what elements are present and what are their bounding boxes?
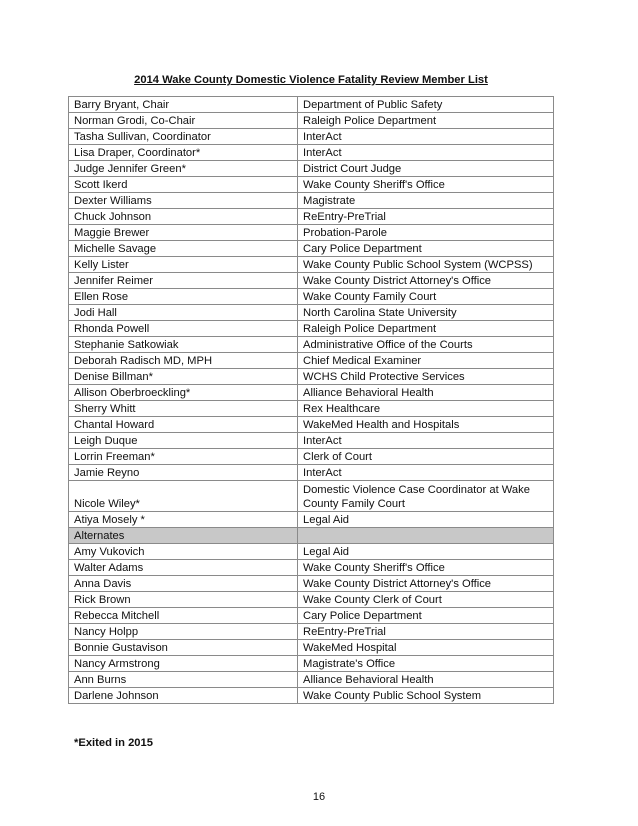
member-organization: Raleigh Police Department — [298, 113, 554, 129]
alternate-name: Darlene Johnson — [69, 688, 298, 704]
member-name: Judge Jennifer Green* — [69, 161, 298, 177]
member-organization: InterAct — [298, 129, 554, 145]
alternate-organization: WakeMed Hospital — [298, 640, 554, 656]
member-name: Jennifer Reimer — [69, 273, 298, 289]
member-name: Deborah Radisch MD, MPH — [69, 353, 298, 369]
table-row — [69, 656, 554, 672]
table-row — [69, 369, 554, 385]
alternate-organization: Wake County Public School System — [298, 688, 554, 704]
alternate-name: Bonnie Gustavison — [69, 640, 298, 656]
member-organization: WCHS Child Protective Services — [298, 369, 554, 385]
member-organization: ReEntry-PreTrial — [298, 209, 554, 225]
member-organization: InterAct — [298, 433, 554, 449]
member-table — [68, 96, 554, 704]
member-organization: Cary Police Department — [298, 241, 554, 257]
member-name: Denise Billman* — [69, 369, 298, 385]
table-row — [69, 417, 554, 433]
member-name: Ellen Rose — [69, 289, 298, 305]
member-organization: North Carolina State University — [298, 305, 554, 321]
member-organization: WakeMed Health and Hospitals — [298, 417, 554, 433]
table-row — [69, 624, 554, 640]
table-row — [69, 145, 554, 161]
member-rows — [69, 97, 554, 704]
table-row — [69, 640, 554, 656]
table-row — [69, 193, 554, 209]
alternates-heading-blank — [298, 528, 554, 544]
table-row — [69, 576, 554, 592]
member-organization: InterAct — [298, 145, 554, 161]
member-organization: Magistrate — [298, 193, 554, 209]
table-row — [69, 401, 554, 417]
member-name: Nicole Wiley* — [69, 481, 298, 512]
alternate-name: Ann Burns — [69, 672, 298, 688]
member-organization: Domestic Violence Case Coordinator at Wake County Family Court — [298, 481, 554, 512]
member-organization: Department of Public Safety — [298, 97, 554, 113]
member-name: Maggie Brewer — [69, 225, 298, 241]
member-organization: Legal Aid — [298, 512, 554, 528]
document-title: 2014 Wake County Domestic Violence Fatality Review Member List — [134, 74, 488, 86]
alternate-organization: Magistrate's Office — [298, 656, 554, 672]
member-name: Michelle Savage — [69, 241, 298, 257]
table-row — [69, 688, 554, 704]
member-name: Lisa Draper, Coordinator* — [69, 145, 298, 161]
member-name: Rhonda Powell — [69, 321, 298, 337]
member-organization: Chief Medical Examiner — [298, 353, 554, 369]
alternate-organization: ReEntry-PreTrial — [298, 624, 554, 640]
alternate-name: Walter Adams — [69, 560, 298, 576]
member-name: Chuck Johnson — [69, 209, 298, 225]
table-row — [69, 608, 554, 624]
alternate-organization: Cary Police Department — [298, 608, 554, 624]
member-organization: Wake County Family Court — [298, 289, 554, 305]
alternate-organization: Alliance Behavioral Health — [298, 672, 554, 688]
member-name: Chantal Howard — [69, 417, 298, 433]
member-name: Leigh Duque — [69, 433, 298, 449]
member-name: Stephanie Satkowiak — [69, 337, 298, 353]
alternate-name: Rick Brown — [69, 592, 298, 608]
table-row — [69, 337, 554, 353]
alternate-organization: Legal Aid — [298, 544, 554, 560]
table-row — [69, 257, 554, 273]
table-row — [69, 225, 554, 241]
member-name: Allison Oberbroeckling* — [69, 385, 298, 401]
alternates-section-header — [69, 528, 554, 544]
table-row — [69, 177, 554, 193]
member-organization: Wake County Public School System (WCPSS) — [298, 257, 554, 273]
member-organization: Administrative Office of the Courts — [298, 337, 554, 353]
table-row — [69, 433, 554, 449]
alternate-organization: Wake County District Attorney's Office — [298, 576, 554, 592]
member-name: Barry Bryant, Chair — [69, 97, 298, 113]
table-row — [69, 113, 554, 129]
table-row — [69, 321, 554, 337]
table-row — [69, 161, 554, 177]
member-name: Jodi Hall — [69, 305, 298, 321]
table-row — [69, 353, 554, 369]
alternate-name: Nancy Armstrong — [69, 656, 298, 672]
alternate-name: Nancy Holpp — [69, 624, 298, 640]
member-organization: InterAct — [298, 465, 554, 481]
member-name: Sherry Whitt — [69, 401, 298, 417]
table-row — [69, 305, 554, 321]
table-row — [69, 241, 554, 257]
table-row — [69, 209, 554, 225]
alternates-heading: Alternates — [69, 528, 298, 544]
alternate-organization: Wake County Sheriff's Office — [298, 560, 554, 576]
table-row — [69, 289, 554, 305]
table-row — [69, 97, 554, 113]
table-row — [69, 129, 554, 145]
member-name: Norman Grodi, Co-Chair — [69, 113, 298, 129]
footnote: *Exited in 2015 — [74, 737, 153, 749]
member-name: Dexter Williams — [69, 193, 298, 209]
alternate-name: Amy Vukovich — [69, 544, 298, 560]
alternate-name: Anna Davis — [69, 576, 298, 592]
member-organization: Clerk of Court — [298, 449, 554, 465]
table-row — [69, 385, 554, 401]
member-name: Atiya Mosely * — [69, 512, 298, 528]
member-organization: District Court Judge — [298, 161, 554, 177]
member-name: Kelly Lister — [69, 257, 298, 273]
table-row — [69, 560, 554, 576]
member-name: Scott Ikerd — [69, 177, 298, 193]
member-name: Tasha Sullivan, Coordinator — [69, 129, 298, 145]
member-organization: Wake County District Attorney's Office — [298, 273, 554, 289]
member-organization: Probation-Parole — [298, 225, 554, 241]
member-organization: Wake County Sheriff's Office — [298, 177, 554, 193]
table-row — [69, 465, 554, 481]
table-row — [69, 512, 554, 528]
alternate-organization: Wake County Clerk of Court — [298, 592, 554, 608]
member-name: Jamie Reyno — [69, 465, 298, 481]
page-number: 16 — [312, 791, 326, 803]
member-organization: Raleigh Police Department — [298, 321, 554, 337]
table-row — [69, 481, 554, 512]
alternate-name: Rebecca Mitchell — [69, 608, 298, 624]
table-row — [69, 672, 554, 688]
member-organization: Alliance Behavioral Health — [298, 385, 554, 401]
member-organization: Rex Healthcare — [298, 401, 554, 417]
table-row — [69, 273, 554, 289]
table-row — [69, 449, 554, 465]
table-row — [69, 544, 554, 560]
table-row — [69, 592, 554, 608]
member-name: Lorrin Freeman* — [69, 449, 298, 465]
